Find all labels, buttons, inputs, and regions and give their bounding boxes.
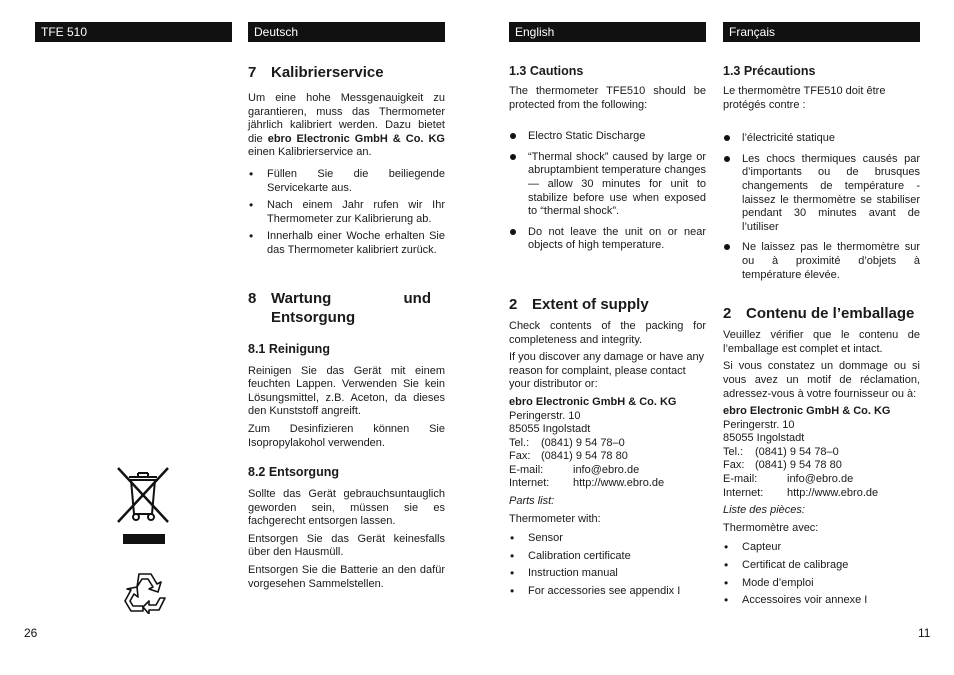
precautions-intro: Le thermomètre TFE510 doit être protégés contre :: [723, 85, 886, 111]
section-8-2-paragraph-2: Entsorgen Sie das Gerät keinesfalls über den Hausmüll.: [248, 532, 445, 559]
fax-value: (0841) 9 54 78 80: [755, 459, 842, 472]
email-label: E-mail:: [723, 473, 758, 486]
cautions-intro: The thermometer TFE510 should be protected from the following:: [509, 85, 706, 111]
fax-value: (0841) 9 54 78 80: [541, 450, 628, 463]
list-item: • Füllen Sie die beiliegende Servicekarte aus.: [248, 168, 445, 195]
email-label: E-mail:: [509, 463, 544, 476]
column-deutsch: [248, 63, 445, 595]
email-row: [509, 464, 706, 478]
list-item: Ne laissez pas le thermomètre sur ou à proximité d’objets à température élevée.: [723, 241, 920, 282]
list-item: • Nach einem Jahr rufen wir Ihr Thermometer zur Kalibrierung ab.: [248, 199, 445, 226]
tel-row: [723, 446, 920, 460]
email-value: info@ebro.de: [573, 463, 640, 476]
internet-label: Internet:: [509, 477, 550, 490]
city: 85055 Ingolstadt: [509, 423, 591, 436]
list-item: • For accessories see appendix I: [509, 585, 706, 599]
header-model: [35, 22, 232, 42]
page-number-left: 26: [24, 626, 38, 640]
section-8-title: Wartung und Entsorgung: [271, 289, 431, 326]
tel-label: Tel.:: [723, 445, 744, 458]
contents-number: 2: [723, 305, 732, 323]
list-item: Electro Static Discharge: [509, 130, 706, 144]
internet-label: Internet:: [723, 486, 764, 499]
column-francais: [723, 63, 920, 612]
supply-paragraph-1: Check contents of the packing for completeness and integrity.: [509, 319, 706, 346]
header-english-label: English: [515, 25, 555, 39]
page-number-right: 11: [918, 626, 931, 640]
weee-symbol: [114, 464, 172, 546]
recycling-symbol: [121, 570, 169, 614]
recycling-icon: [121, 570, 169, 614]
list-item: • Innerhalb einer Woche erhalten Sie das Thermometer kalibriert zurück.: [248, 230, 445, 257]
list-item: • Certificat de calibrage: [723, 559, 920, 573]
parts-intro: Thermometer with:: [509, 512, 601, 525]
section-7-title: Kalibrierservice: [271, 64, 384, 81]
contents-paragraph-1: Veuillez vérifier que le contenu de l’emballage est complet et intact.: [723, 329, 920, 355]
parts-label: Parts list:: [509, 495, 555, 508]
section-8-1-heading: 8.1 Reinigung: [248, 341, 330, 356]
header-francais: [723, 22, 920, 42]
city: 85055 Ingolstadt: [723, 432, 805, 445]
cautions-heading: 1.3 Cautions: [509, 64, 584, 78]
precautions-list: [723, 132, 920, 282]
address-block: [723, 405, 920, 500]
section-7-text-a: Um eine hohe Messgenauigkeit zu garantieren, muss das Thermometer jährlich kalibriert werden. Dazu bietet die: [248, 92, 445, 145]
supply-paragraph-2: If you discover any damage or have any reason for complaint, please contact your distributor or:: [509, 351, 705, 391]
section-7-company: ebro Electronic GmbH & Co. KG: [267, 132, 445, 145]
header-english: [509, 22, 706, 42]
fax-label: Fax:: [509, 450, 531, 463]
list-item: “Thermal shock” caused by large or abruptambient temperature changes — allow 30 minutes for unit to stabilize before use when exposed to “thermal shock”.: [509, 151, 706, 219]
header-model-label: TFE 510: [41, 25, 88, 39]
section-8-2-paragraph-3: Entsorgen Sie die Batterie an den dafür vorgesehen Sammelstellen.: [248, 564, 445, 590]
section-7-number: 7: [248, 64, 257, 81]
cautions-list: [509, 130, 706, 253]
header-deutsch-label: Deutsch: [254, 25, 299, 39]
fax-row: [509, 450, 706, 464]
header-francais-label: Français: [729, 25, 776, 39]
section-7-text-b: einen Kalibrierservice an.: [248, 146, 372, 159]
supply-number: 2: [509, 295, 518, 313]
street: Peringerstr. 10: [723, 418, 795, 431]
email-value: info@ebro.de: [787, 473, 854, 486]
tel-label: Tel.:: [509, 436, 530, 449]
crossed-out-wheelie-bin-icon: [114, 464, 172, 546]
section-7-paragraph: [248, 92, 445, 160]
company-name: ebro Electronic GmbH & Co. KG: [723, 405, 891, 418]
internet-value: http://www.ebro.de: [573, 477, 665, 490]
header-deutsch: [248, 22, 445, 42]
list-item: Do not leave the unit on or near objects of high temperature.: [509, 226, 706, 253]
list-item: • Instruction manual: [509, 567, 706, 581]
section-7-heading: [248, 63, 445, 82]
section-8-1-paragraph-2: Zum Desinfizieren können Sie Isopropylakohol verwenden.: [248, 422, 445, 449]
parts-label: Liste des pièces:: [723, 504, 805, 517]
contents-paragraph-2: Si vous constatez un dommage ou si vous avez un motif de réclamation, adressez-vous à votre fournisseur ou à:: [723, 360, 920, 400]
parts-list: [509, 532, 706, 598]
list-item: • Mode d’emploi: [723, 577, 920, 591]
section-8-number: 8: [248, 289, 257, 307]
tel-row: [509, 437, 706, 451]
tel-value: (0841) 9 54 78–0: [541, 436, 625, 449]
list-item: • Capteur: [723, 541, 920, 555]
list-item: • Sensor: [509, 532, 706, 546]
fax-label: Fax:: [723, 459, 745, 472]
section-7-list: [248, 168, 445, 258]
fax-row: [723, 459, 920, 473]
tel-value: (0841) 9 54 78–0: [755, 445, 839, 458]
column-english: [509, 63, 706, 603]
precautions-heading: 1.3 Précautions: [723, 64, 816, 78]
company-name: ebro Electronic GmbH & Co. KG: [509, 395, 677, 408]
section-8-2-heading: 8.2 Entsorgung: [248, 465, 339, 480]
section-8-2-paragraph-1: Sollte das Gerät gebrauchsuntauglich geworden sein, müssen sie es fachgerecht entsorgen lassen.: [248, 488, 445, 528]
parts-intro: Thermomètre avec:: [723, 521, 819, 534]
list-item: l’électricité statique: [723, 132, 920, 146]
section-8-heading: [248, 289, 445, 327]
street: Peringerstr. 10: [509, 409, 581, 422]
internet-value: http://www.ebro.de: [787, 486, 879, 499]
internet-row: [723, 487, 920, 501]
contents-heading: [723, 304, 920, 323]
parts-list: [723, 541, 920, 607]
list-item: Les chocs thermiques causés par d’importants ou de brusques changements de température - laissez le thermomètre se stabiliser pendant 30 minutes avant de l’utiliser: [723, 153, 920, 235]
supply-title: Extent of supply: [532, 295, 649, 313]
internet-row: [509, 477, 706, 491]
supply-heading: [509, 295, 706, 314]
address-block: [509, 396, 706, 491]
list-item: • Calibration certificate: [509, 550, 706, 564]
list-item: • Accessoires voir annexe I: [723, 594, 920, 608]
email-row: [723, 473, 920, 487]
contents-title: Contenu de l’emballage: [746, 305, 915, 323]
section-8-1-paragraph-1: Reinigen Sie das Gerät mit einem feuchten Lappen. Verwenden Sie kein Lösungsmittel, z.B. Aceton, da dieses den Kunststoff angreift.: [248, 364, 445, 418]
